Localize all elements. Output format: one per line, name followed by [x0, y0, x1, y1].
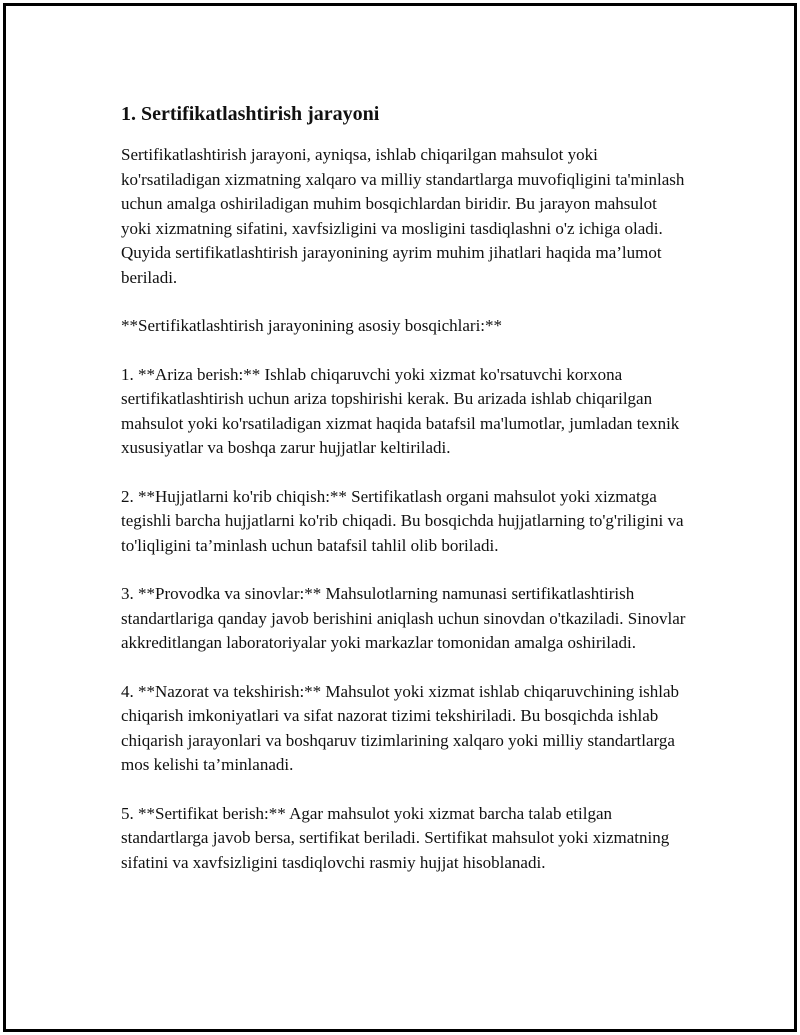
step-1-paragraph: 1. **Ariza berish:** Ishlab chiqaruvchi yoki xizmat ko'rsatuvchi korxona sertifikatlashtirish uchun ariza topshirishi kerak. Bu arizada ishlab chiqarilgan mahsulot yoki ko'rsatiladigan xizmat haqida batafsil ma'lumotlar, jumladan texnik xususiyatlar va boshqa zarur hujjatlar keltiriladi. [121, 364, 680, 457]
step-3-paragraph: 3. **Provodka va sinovlar:** Mahsulotlarning namunasi sertifikatlashtirish standartlariga qanday javob berishini aniqlash uchun sinovdan o'tkaziladi. Sinovlar akkreditlangan laboratoriyalar yoki markazlar tomonidan amalga oshiriladi. [121, 584, 686, 652]
page-frame [3, 3, 797, 1032]
intro-paragraph: Sertifikatlashtirish jarayoni, ayniqsa, ishlab chiqarilgan mahsulot yoki ko'rsatiladigan xizmatning xalqaro va milliy standartlarga muvofiqligini ta'minlash uchun amalga oshiriladigan muhim bosqichlardan biridir. Bu jarayon mahsulot yoki xizmatning sifatini, xavfsizligini va mosligini tasdiqlashni o'z ichiga oladi. Quyida sertifikatlashtirish jarayonining ayrim muhim jihatlari haqida ma’lumot beriladi. [121, 145, 685, 287]
document-body [121, 101, 691, 899]
document-title: 1. Sertifikatlashtirish jarayoni [121, 103, 380, 125]
step-5-paragraph: 5. **Sertifikat berish:** Agar mahsulot yoki xizmat barcha talab etilgan standartlarga javob bersa, sertifikat beriladi. Sertifikat mahsulot yoki xizmatning sifatini va xavfsizligini tasdiqlovchi rasmiy hujjat hisoblanadi. [121, 803, 670, 872]
steps-heading-paragraph: **Sertifikatlashtirish jarayonining asosiy bosqichlari:** [121, 316, 503, 335]
step-4-paragraph: 4. **Nazorat va tekshirish:** Mahsulot yoki xizmat ishlab chiqaruvchining ishlab chiqarish imkoniyatlari va sifat nazorat tizimi tekshiriladi. Bu bosqichda ishlab chiqarish jarayonlari va boshqaruv tizimlarining xalqaro yoki milliy standartlarga mos kelishi ta’minlanadi. [121, 681, 680, 774]
step-2-paragraph: 2. **Hujjatlarni ko'rib chiqish:** Sertifikatlash organi mahsulot yoki xizmatga tegishli barcha hujjatlarni ko'rib chiqadi. Bu bosqichda hujjatlarning to'g'riligini va to'liqligini ta’minlash uchun batafsil tahlil olib boriladi. [121, 486, 684, 555]
